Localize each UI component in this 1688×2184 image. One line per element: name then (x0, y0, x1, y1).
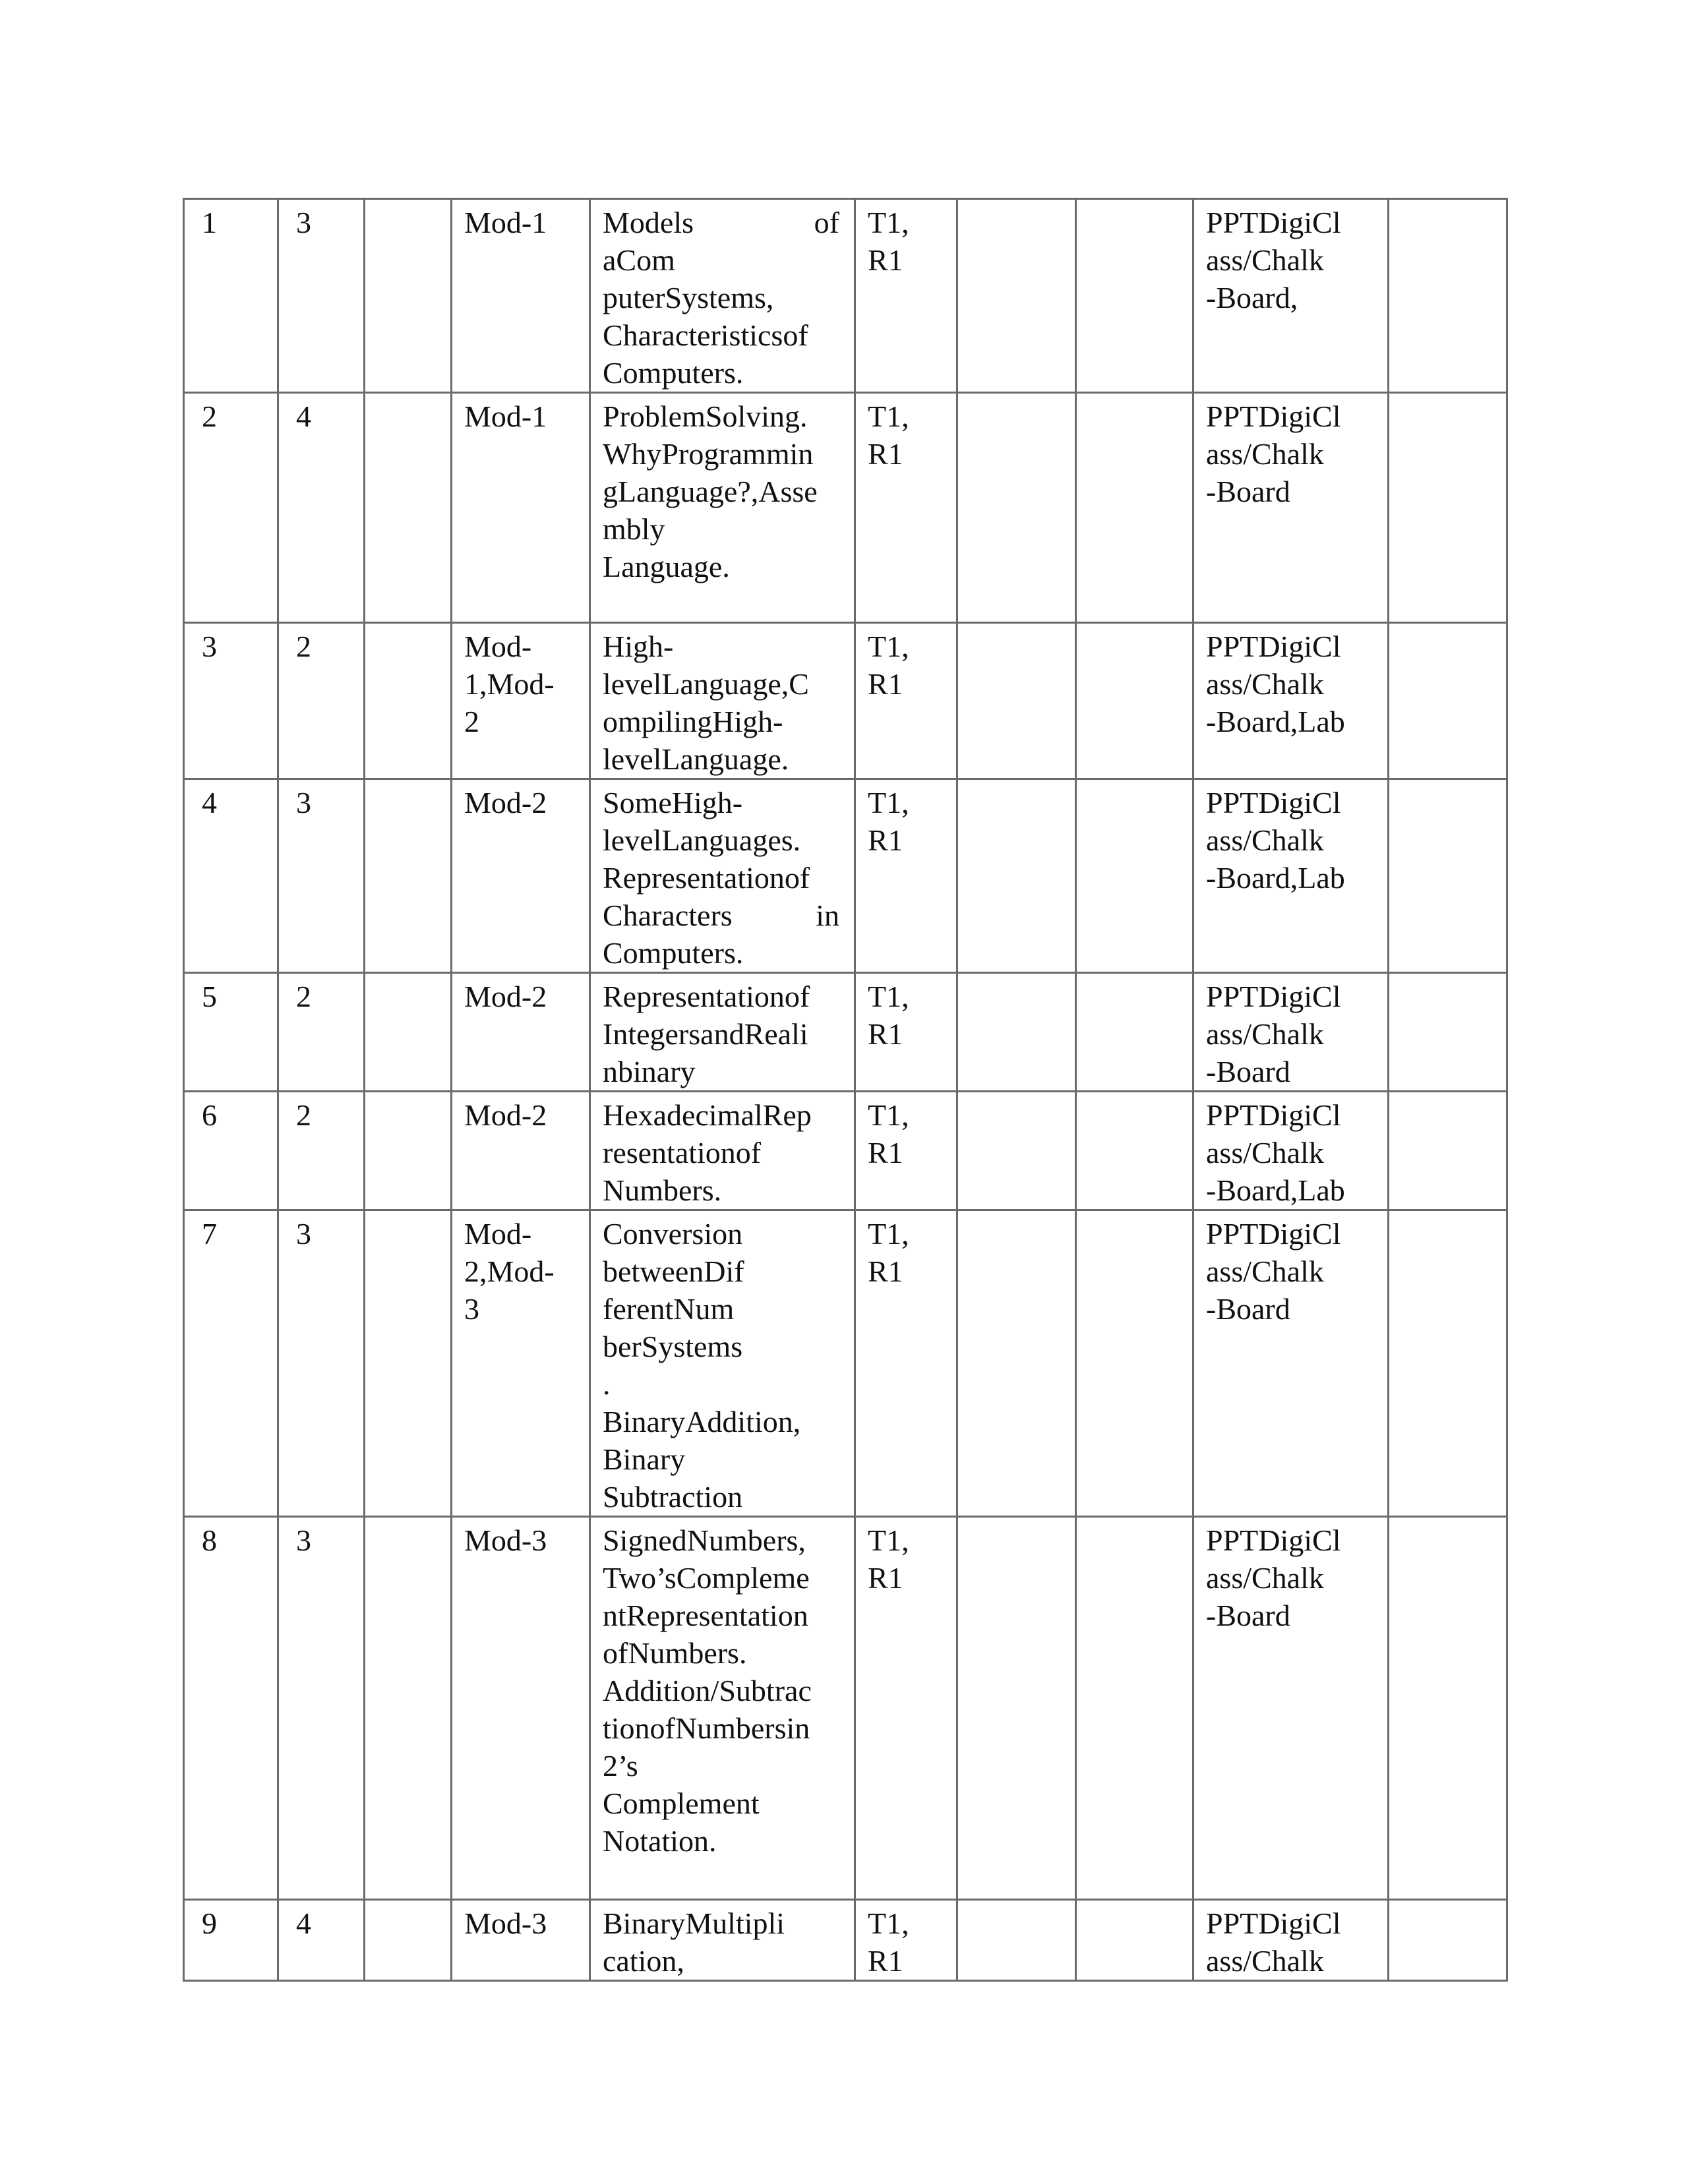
table-row (184, 1092, 1507, 1210)
topic-line: resentationof (603, 1136, 762, 1169)
empty-cell (1389, 199, 1507, 393)
empty-cell (1076, 393, 1193, 623)
method-line: ass/Chalk (1206, 1561, 1324, 1595)
topic-line: mbly (603, 512, 665, 546)
table-row (184, 199, 1507, 393)
empty-cell (1076, 1517, 1193, 1900)
method-line: PPTDigiCl (1206, 1217, 1341, 1251)
table-row (184, 623, 1507, 779)
teaching-method-cell (1193, 973, 1389, 1092)
topic-line: . (603, 1367, 611, 1401)
empty-cell (957, 1900, 1076, 1981)
empty-cell (1076, 1092, 1193, 1210)
topic-cell (590, 1900, 855, 1981)
topic-line: Representationof (603, 861, 810, 895)
reference-line: R1 (868, 1944, 903, 1978)
method-line: PPTDigiCl (1206, 206, 1341, 239)
table-row (184, 1210, 1507, 1517)
method-line: -Board, (1206, 281, 1298, 314)
topic-line: ofNumbers. (603, 1636, 747, 1670)
hours-cell: 4 (278, 393, 365, 623)
method-line: ass/Chalk (1206, 243, 1324, 277)
empty-cell (1076, 623, 1193, 779)
table-row (184, 1517, 1507, 1900)
topic-line: 2’s (603, 1749, 638, 1783)
module-line: Mod-2 (464, 980, 547, 1013)
empty-cell (1076, 1900, 1193, 1981)
reference-cell (855, 623, 957, 779)
hours-cell: 3 (278, 779, 365, 973)
topic-line: WhyProgrammin (603, 437, 814, 471)
module-line: Mod-2 (464, 1098, 547, 1132)
topic-cell (590, 1092, 855, 1210)
teaching-method-cell (1193, 1092, 1389, 1210)
empty-cell (1076, 973, 1193, 1092)
topic-line: Complement (603, 1786, 760, 1820)
empty-cell (1389, 623, 1507, 779)
topic-line: Two’sCompleme (603, 1561, 810, 1595)
topic-line: Addition/Subtrac (603, 1674, 812, 1707)
topic-line: Subtraction (603, 1480, 743, 1514)
lesson-plan-table (183, 198, 1508, 1982)
empty-cell (957, 393, 1076, 623)
module-line: Mod-2 (464, 786, 547, 819)
topic-line: aCom (603, 243, 675, 277)
method-line: PPTDigiCl (1206, 1906, 1341, 1940)
empty-cell (957, 199, 1076, 393)
method-line: -Board,Lab (1206, 1173, 1345, 1207)
module-cell (452, 199, 590, 393)
empty-cell (1389, 1210, 1507, 1517)
module-cell (452, 1900, 590, 1981)
empty-cell (365, 393, 452, 623)
method-line: PPTDigiCl (1206, 980, 1341, 1013)
method-line: ass/Chalk (1206, 1944, 1324, 1978)
method-line: -Board (1206, 1599, 1290, 1632)
topic-line: tionofNumbersin (603, 1711, 810, 1745)
reference-cell (855, 199, 957, 393)
topic-line: Binary (603, 1442, 686, 1476)
topic-line: Language. (603, 550, 730, 583)
topic-line: High- (603, 630, 674, 663)
topic-line: ferentNum (603, 1292, 735, 1326)
topic-line: cation, (603, 1944, 684, 1978)
module-cell (452, 779, 590, 973)
topic-line: ntRepresentation (603, 1599, 808, 1632)
method-line: -Board (1206, 1292, 1290, 1326)
topic-line: Characters in (603, 899, 839, 932)
module-line: 1,Mod- (464, 667, 555, 701)
method-line: -Board (1206, 475, 1290, 508)
topic-line: levelLanguages. (603, 823, 801, 857)
method-line: ass/Chalk (1206, 823, 1324, 857)
teaching-method-cell (1193, 393, 1389, 623)
empty-cell (365, 623, 452, 779)
topic-line: IntegersandReali (603, 1017, 808, 1051)
empty-cell (1076, 199, 1193, 393)
topic-line: HexadecimalRep (603, 1098, 812, 1132)
topic-line: Characteristicsof (603, 318, 808, 352)
empty-cell (365, 1092, 452, 1210)
topic-line: SignedNumbers, (603, 1523, 806, 1557)
topic-line: Computers. (603, 356, 744, 390)
reference-cell (855, 1900, 957, 1981)
module-cell (452, 973, 590, 1092)
empty-cell (365, 1517, 452, 1900)
topic-line: Conversion (603, 1217, 743, 1251)
method-line: -Board,Lab (1206, 861, 1345, 895)
hours-cell: 3 (278, 1517, 365, 1900)
empty-cell (957, 623, 1076, 779)
empty-cell (365, 779, 452, 973)
module-line: Mod- (464, 1217, 532, 1251)
hours-cell: 2 (278, 973, 365, 1092)
topic-line: gLanguage?,Asse (603, 475, 818, 508)
method-line: ass/Chalk (1206, 1136, 1324, 1169)
method-line: PPTDigiCl (1206, 1098, 1341, 1132)
empty-cell (1389, 1092, 1507, 1210)
table-body (184, 199, 1507, 1981)
serial-number-cell: 5 (184, 973, 278, 1092)
topic-line: Representationof (603, 980, 810, 1013)
module-cell (452, 1517, 590, 1900)
method-line: -Board (1206, 1055, 1290, 1088)
topic-line: BinaryAddition, (603, 1405, 801, 1438)
hours-cell: 2 (278, 1092, 365, 1210)
serial-number-cell: 6 (184, 1092, 278, 1210)
hours-cell: 3 (278, 199, 365, 393)
method-line: ass/Chalk (1206, 437, 1324, 471)
serial-number-cell: 7 (184, 1210, 278, 1517)
method-line: -Board,Lab (1206, 705, 1345, 738)
table-row (184, 779, 1507, 973)
reference-line: T1, (868, 206, 909, 239)
reference-line: R1 (868, 1017, 903, 1051)
reference-cell (855, 1210, 957, 1517)
empty-cell (1389, 1900, 1507, 1981)
reference-line: T1, (868, 1523, 909, 1557)
empty-cell (1389, 1517, 1507, 1900)
hours-cell: 4 (278, 1900, 365, 1981)
method-line: ass/Chalk (1206, 1254, 1324, 1288)
reference-line: R1 (868, 243, 903, 277)
reference-cell (855, 393, 957, 623)
hours-cell: 3 (278, 1210, 365, 1517)
topic-line: puterSystems, (603, 281, 774, 314)
empty-cell (957, 1517, 1076, 1900)
serial-number-cell: 8 (184, 1517, 278, 1900)
method-line: PPTDigiCl (1206, 1523, 1341, 1557)
reference-cell (855, 779, 957, 973)
topic-line: SomeHigh- (603, 786, 743, 819)
reference-line: T1, (868, 630, 909, 663)
reference-line: R1 (868, 437, 903, 471)
reference-line: T1, (868, 399, 909, 433)
table-row (184, 973, 1507, 1092)
topic-line: ompilingHigh- (603, 705, 783, 738)
module-cell (452, 1210, 590, 1517)
module-line: 2,Mod- (464, 1254, 555, 1288)
serial-number-cell: 2 (184, 393, 278, 623)
topic-line: Models of (603, 206, 839, 239)
module-line: Mod-3 (464, 1906, 547, 1940)
topic-cell (590, 393, 855, 623)
reference-line: R1 (868, 1136, 903, 1169)
table-row (184, 1900, 1507, 1981)
module-line: Mod- (464, 630, 532, 663)
module-line: Mod-3 (464, 1523, 547, 1557)
empty-cell (365, 1900, 452, 1981)
reference-line: T1, (868, 786, 909, 819)
topic-cell (590, 973, 855, 1092)
topic-line: levelLanguage. (603, 742, 789, 776)
topic-line: berSystems (603, 1330, 743, 1363)
topic-cell (590, 779, 855, 973)
topic-line: Numbers. (603, 1173, 722, 1207)
reference-cell (855, 973, 957, 1092)
teaching-method-cell (1193, 1517, 1389, 1900)
teaching-method-cell (1193, 1900, 1389, 1981)
empty-cell (365, 199, 452, 393)
reference-line: T1, (868, 1906, 909, 1940)
empty-cell (365, 1210, 452, 1517)
empty-cell (1389, 779, 1507, 973)
topic-cell (590, 1210, 855, 1517)
topic-line: BinaryMultipli (603, 1906, 785, 1940)
method-line: ass/Chalk (1206, 1017, 1324, 1051)
topic-line: betweenDif (603, 1254, 744, 1288)
reference-line: R1 (868, 1254, 903, 1288)
topic-line: nbinary (603, 1055, 696, 1088)
reference-line: R1 (868, 823, 903, 857)
module-cell (452, 393, 590, 623)
topic-cell (590, 623, 855, 779)
empty-cell (957, 1210, 1076, 1517)
topic-cell (590, 199, 855, 393)
method-line: ass/Chalk (1206, 667, 1324, 701)
module-cell (452, 623, 590, 779)
module-line: Mod-1 (464, 206, 547, 239)
method-line: PPTDigiCl (1206, 786, 1341, 819)
reference-line: R1 (868, 1561, 903, 1595)
module-cell (452, 1092, 590, 1210)
reference-line: T1, (868, 1217, 909, 1251)
serial-number-cell: 9 (184, 1900, 278, 1981)
reference-line: R1 (868, 667, 903, 701)
table-row (184, 393, 1507, 623)
serial-number-cell: 3 (184, 623, 278, 779)
method-line: PPTDigiCl (1206, 399, 1341, 433)
teaching-method-cell (1193, 1210, 1389, 1517)
hours-cell: 2 (278, 623, 365, 779)
teaching-method-cell (1193, 199, 1389, 393)
topic-cell (590, 1517, 855, 1900)
serial-number-cell: 1 (184, 199, 278, 393)
empty-cell (1389, 973, 1507, 1092)
teaching-method-cell (1193, 779, 1389, 973)
empty-cell (957, 779, 1076, 973)
empty-cell (957, 973, 1076, 1092)
serial-number-cell: 4 (184, 779, 278, 973)
topic-line: Notation. (603, 1824, 717, 1858)
topic-line: ProblemSolving. (603, 399, 808, 433)
empty-cell (1076, 1210, 1193, 1517)
method-line: PPTDigiCl (1206, 630, 1341, 663)
reference-line: T1, (868, 980, 909, 1013)
reference-cell (855, 1092, 957, 1210)
empty-cell (1389, 393, 1507, 623)
topic-line: Computers. (603, 936, 744, 970)
reference-line: T1, (868, 1098, 909, 1132)
reference-cell (855, 1517, 957, 1900)
topic-line: levelLanguage,C (603, 667, 809, 701)
empty-cell (957, 1092, 1076, 1210)
empty-cell (365, 973, 452, 1092)
module-line: 3 (464, 1292, 479, 1326)
empty-cell (1076, 779, 1193, 973)
teaching-method-cell (1193, 623, 1389, 779)
module-line: 2 (464, 705, 479, 738)
module-line: Mod-1 (464, 399, 547, 433)
